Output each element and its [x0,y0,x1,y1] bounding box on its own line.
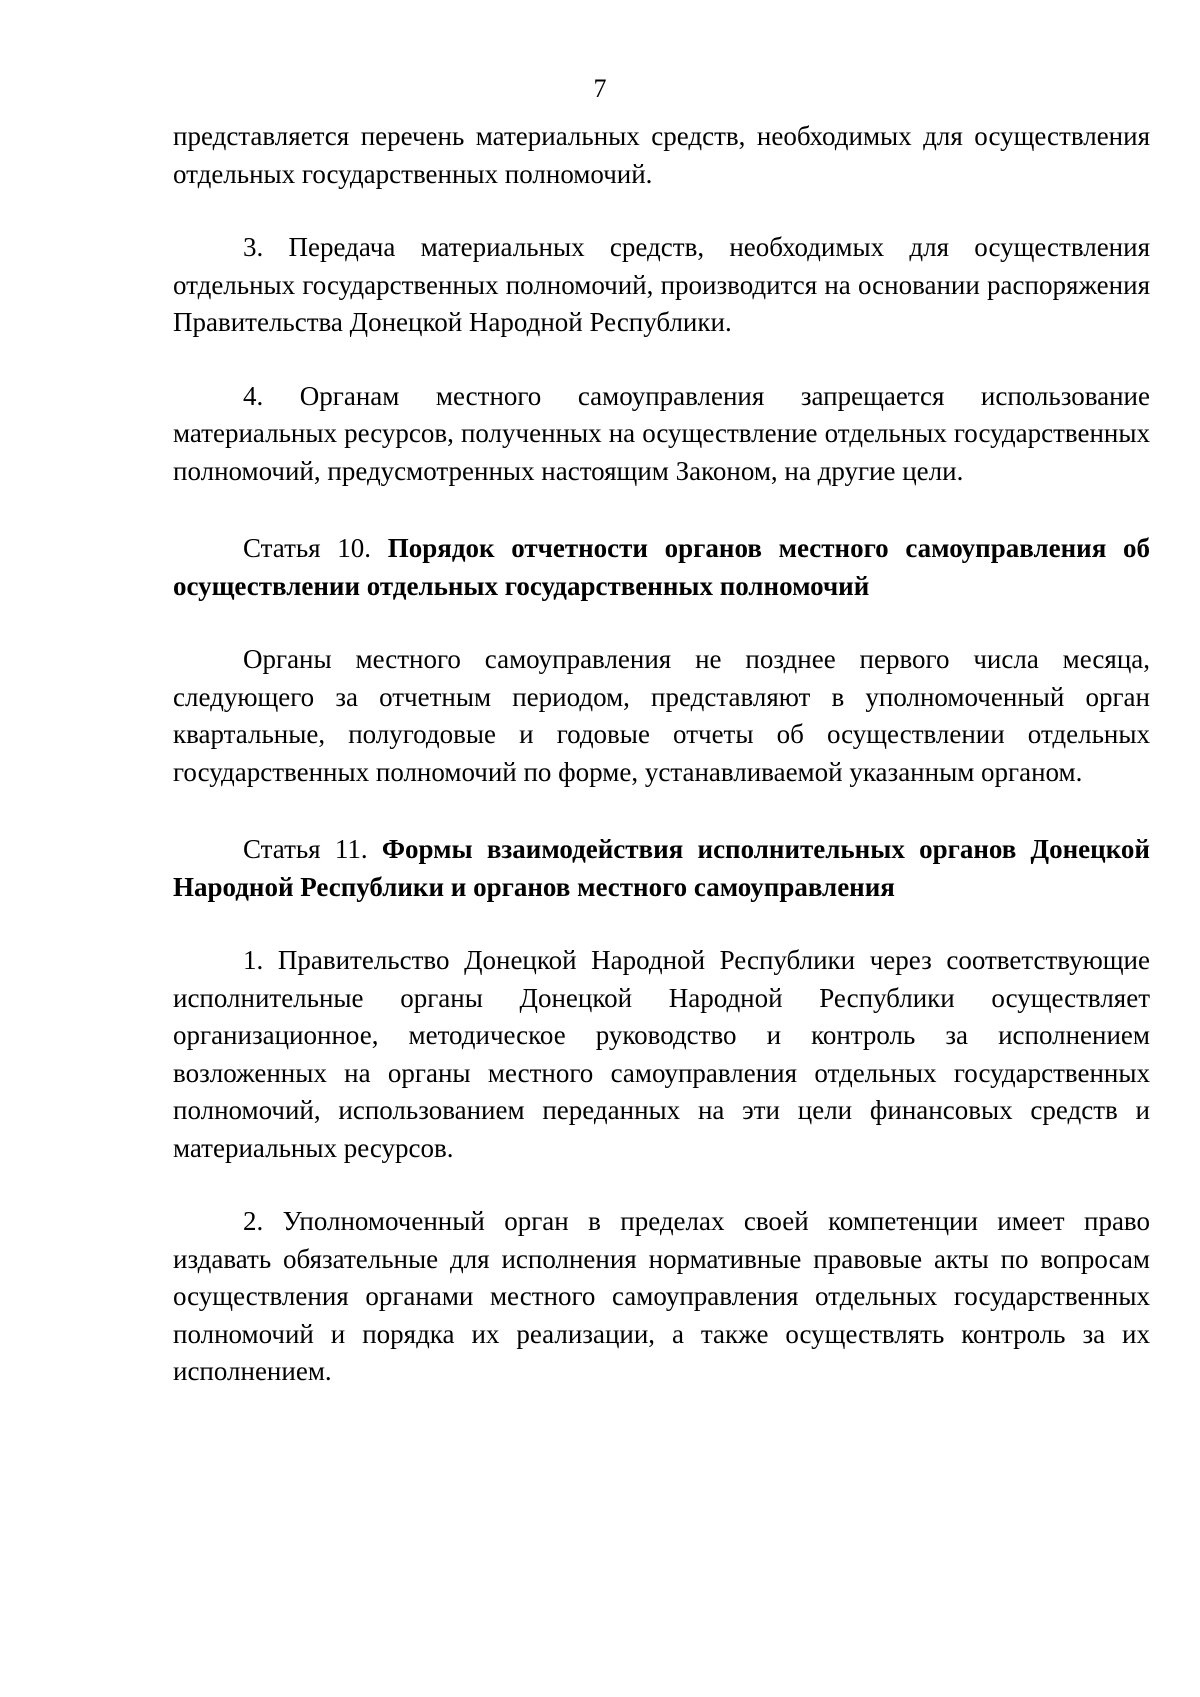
article-10-text: Органы местного самоуправления не позднее первого числа месяца, следующего за отчетным периодом, представляют в уполномоченный орган квартальные, полугодовые и годовые отчеты об осуществлении отдельных государственных полномочий по форме, устанавливаемой указанным органом. [173,644,1150,787]
paragraph-item-4: 4. Органам местного самоуправления запрещается использование материальных ресурсов, полученных на осуществление отдельных государственных полномочий, предусмотренных настоящим Законом, на другие цели. [173,380,1150,486]
paragraph-continuation: представляется перечень материальных средств, необходимых для осуществления отдельных государственных полномочий. [173,121,1150,189]
paragraph-item-3: 3. Передача материальных средств, необходимых для осуществления отдельных государственных полномочий, производится на основании распоряжения Правительства Донецкой Народной Республики. [173,232,1150,337]
document-body [173,118,1150,1391]
page-number: 7 [593,74,607,103]
article-10-heading [173,530,1150,605]
article-11-label: Статья 11. [243,834,382,864]
article-10-label: Статья 10. [243,533,388,563]
article-11-item-1: 1. Правительство Донецкой Народной Республики через соответствующие исполнительные органы Донецкой Народной Республики осуществляет организационное, методическое руководство и контроль за исполнением возложенных на органы местного самоуправления отдельных государственных полномочий, использованием переданных на эти цели финансовых средств и материальных ресурсов. [173,945,1150,1163]
article-11-item-2: 2. Уполномоченный орган в пределах своей компетенции имеет право издавать обязательные для исполнения нормативные правовые акты по вопросам осуществления органами местного самоуправления отдельных государственных полномочий и порядка их реализации, а также осуществлять контроль за их исполнением. [173,1206,1150,1386]
article-11-heading [173,831,1150,906]
article-10-title: Порядок отчетности органов местного самоуправления об осуществлении отдельных государственных полномочий [173,533,1151,601]
article-11-title: Формы взаимодействия исполнительных органов Донецкой Народной Республики и органов местного самоуправления [173,834,1150,902]
